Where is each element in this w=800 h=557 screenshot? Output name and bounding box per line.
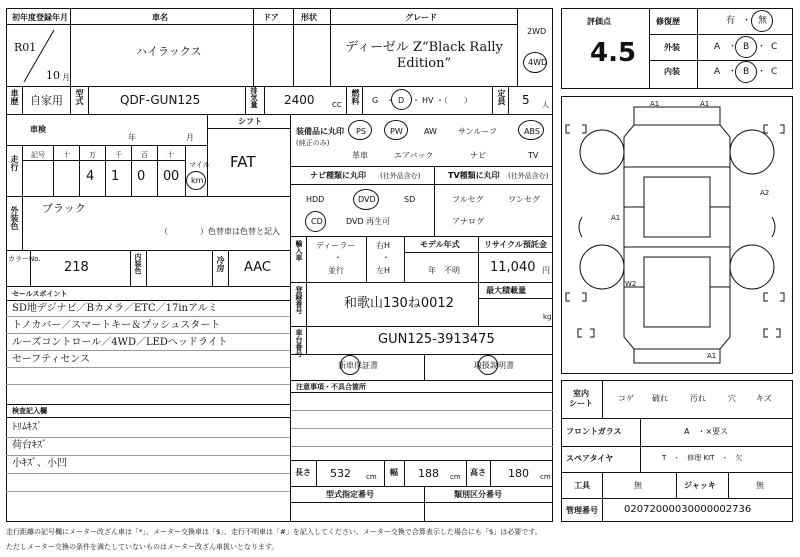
max-load-header: 最大積載量: [486, 286, 526, 295]
drive-4wd: 4WD: [528, 58, 548, 67]
divider: [245, 86, 246, 114]
car-name-value: ハイラックス: [136, 45, 202, 58]
navi-dvd-circle: [353, 189, 379, 210]
divider: [602, 472, 603, 522]
notes-header: 注意事項・不具合箇所: [296, 383, 366, 391]
divider: [649, 60, 793, 61]
divider: [70, 86, 71, 114]
usage-value: 自家用: [30, 94, 63, 107]
km-label: km: [191, 176, 204, 185]
divider: [264, 86, 265, 114]
divider: [362, 86, 363, 114]
divider: [6, 404, 290, 405]
divider: [6, 491, 290, 492]
displacement-header: 排気量: [250, 87, 258, 108]
label: ・: [412, 96, 420, 105]
divider: [6, 455, 290, 456]
divider: [602, 380, 603, 418]
int-c: C: [771, 67, 778, 77]
divider: [508, 86, 509, 114]
equip-abs-circle: [518, 120, 544, 140]
digit-label-10: 十: [167, 151, 174, 159]
int-b-circle: [735, 61, 757, 83]
cm-unit: cm: [366, 473, 377, 481]
manual-circle: [478, 355, 498, 375]
first-reg-year: R01: [14, 41, 37, 54]
color-no-value: 218: [64, 260, 89, 275]
sales-line: トノカバー／スマートキー＆プッシュスタート: [12, 320, 221, 331]
tools-value: 無: [634, 481, 642, 490]
divider: [478, 236, 479, 282]
tv-header: TV種類に丸印: [448, 171, 500, 180]
mileage-header: 走行: [10, 155, 19, 171]
divider: [22, 145, 23, 196]
divider: [6, 473, 290, 474]
divider: [290, 382, 291, 522]
divider: [88, 86, 89, 114]
divider: [316, 460, 317, 486]
grade-header: グレード: [405, 13, 437, 22]
divider: [293, 8, 294, 86]
navi-cd: CD: [311, 217, 323, 226]
divider: [6, 350, 290, 351]
shift-value: FAT: [230, 153, 256, 171]
divider: [6, 437, 290, 438]
import-parallel: 並行: [328, 266, 344, 275]
divider: [6, 384, 290, 385]
ext-b: B: [743, 42, 750, 52]
shaken-month-unit: 月: [186, 133, 194, 142]
model-code-value: QDF-GUN125: [120, 93, 201, 107]
recycle-header: リサイクル預託金: [484, 240, 547, 249]
car-damage-diagram: [562, 97, 792, 373]
sales-points-header: セールスポイント: [12, 290, 68, 298]
navi-sub: (社外品含む): [380, 172, 421, 180]
seat-tear: 破れ: [652, 394, 668, 403]
divider: [290, 460, 553, 461]
grade-value: ディーゼル Z“Black Rally Edition”: [345, 40, 503, 71]
navi-sd: SD: [404, 195, 416, 204]
model-code-header: 型式: [75, 89, 84, 105]
divider: [434, 166, 435, 236]
height-value: 180: [508, 467, 529, 480]
repair-no: 無: [758, 16, 768, 26]
divider: [290, 486, 553, 487]
divider: [212, 250, 213, 286]
inspector-line: ﾄﾘﾑｷｽﾞ: [12, 422, 42, 433]
divider: [404, 460, 405, 486]
divider: [105, 145, 106, 196]
mileage-digit: 0: [171, 169, 180, 184]
divider: [70, 8, 71, 86]
capacity-header: 定員: [497, 89, 506, 105]
first-reg-month: 10: [46, 69, 60, 82]
divider: [306, 236, 307, 282]
chassis-header: 車台番号: [295, 329, 303, 357]
score-header: 評価点: [587, 17, 611, 26]
divider: [6, 367, 290, 368]
divider: [478, 282, 479, 326]
cm-unit: cm: [540, 473, 551, 481]
yen-unit: 円: [542, 266, 550, 275]
fuel-rest: HV ・（ ）: [422, 96, 473, 105]
divider: [404, 252, 553, 253]
divider: [157, 145, 158, 196]
shape-header: 形状: [301, 13, 317, 22]
divider: [561, 472, 793, 473]
jack-header: ジャッキ: [684, 481, 716, 490]
digit-label-1k: 千: [115, 151, 122, 159]
width-value: 188: [418, 467, 439, 480]
equip-aw: AW: [424, 127, 437, 136]
repair-yes: 有: [726, 16, 736, 26]
model-year-value: 年 不明: [428, 266, 460, 275]
ac-header: 冷房: [216, 256, 225, 272]
divider: [290, 326, 553, 327]
displacement-value: 2400: [284, 93, 315, 107]
divider: [649, 34, 793, 35]
sales-line: SD地デジナビ／Bカメラ／ETC／17inアルミ: [12, 303, 218, 314]
windshield-value: A ・×要ス: [684, 427, 729, 436]
equip-abs: ABS: [524, 127, 540, 136]
fuel-g: G: [372, 96, 379, 105]
equip-leather: 革車: [352, 151, 368, 160]
equip-ps: PS: [356, 127, 366, 136]
divider: [253, 8, 254, 86]
mileage-digit: 4: [86, 169, 95, 184]
usage-header: 車歴: [10, 89, 19, 105]
divider: [290, 114, 291, 382]
divider: [6, 286, 290, 287]
diagram-mark: A1: [650, 100, 660, 108]
diagram-mark: A2: [760, 189, 770, 197]
navi-cd-circle: [305, 211, 326, 232]
divider: [22, 196, 23, 250]
divider: [207, 114, 208, 196]
equip-pw: PW: [390, 127, 403, 136]
seat-stain: 汚れ: [690, 394, 706, 403]
tv-oneseg: ワンセグ: [508, 195, 540, 204]
interior-sheet-header: 室内 シート: [569, 389, 593, 408]
fuel-header: 燃料: [351, 89, 360, 105]
inspector-line: 荷台ｷｽﾞ: [12, 440, 47, 451]
int-color-header: 内装色: [134, 253, 142, 274]
divider: [330, 8, 331, 86]
footnote-line1: 走行距離の記号欄にメーター改ざん車は「*」、メーター交換車は「$」、走行不明車は「#」を記入してください。メーター交換で合算表示した場合にも「$」は必要です。: [6, 528, 542, 536]
windshield-header: フロントガラス: [566, 427, 622, 436]
recycle-value: 11,040: [490, 260, 536, 275]
divider: [6, 300, 290, 301]
divider: [6, 316, 290, 317]
reg-no-value: 和歌山130ね0012: [344, 296, 454, 311]
divider: [130, 250, 131, 286]
kg-unit: kg: [543, 313, 552, 321]
navi-dvd: DVD: [358, 195, 376, 204]
repair-header: 修復歴: [656, 17, 680, 26]
class-no-header: 類別区分番号: [454, 490, 502, 499]
divider: [79, 145, 80, 196]
divider: [561, 446, 793, 447]
divider: [6, 333, 290, 334]
divider: [404, 236, 405, 282]
inspector-line: 小ｷｽﾞ、小凹: [12, 458, 67, 469]
drive-2wd: 2WD: [527, 27, 547, 36]
spare-tire-value: T ・ 修理 KIT ・ 欠: [662, 454, 743, 462]
divider: [384, 460, 385, 486]
handle-dot: ・: [382, 253, 390, 262]
divider: [22, 86, 23, 114]
ext-b-circle: [735, 36, 757, 58]
mileage-digit: 1: [111, 169, 120, 184]
divider: [22, 160, 185, 161]
manual-label: 取扱説明書: [474, 361, 514, 370]
exterior-header: 外装: [664, 43, 680, 52]
score-value: 4.5: [590, 38, 637, 68]
divider: [6, 196, 290, 197]
equip-airbag: エアバック: [394, 151, 434, 160]
tools-header: 工具: [574, 481, 590, 490]
divider: [517, 8, 518, 86]
length-value: 532: [330, 467, 351, 480]
cc-unit: CC: [332, 101, 342, 109]
equip-sunroof: サンルーフ: [458, 127, 497, 136]
divider: [490, 460, 491, 486]
tv-sub: (社外品含む): [508, 172, 549, 180]
mgmt-no-value: 02072000030000002736: [624, 504, 752, 515]
footnote-line2: ただしメーター交換の条件を満たしていないものはメーター改ざん車扱いとなります。: [6, 543, 279, 551]
int-dot2: ・: [757, 67, 767, 77]
tv-analog: アナログ: [452, 217, 484, 226]
divider: [676, 472, 677, 498]
divider: [6, 145, 207, 146]
seat-scratch: キズ: [756, 394, 772, 403]
digit-label-10k: 万: [89, 151, 96, 159]
import-dealer: ディーラー: [316, 241, 356, 250]
width-header: 幅: [390, 468, 398, 477]
reg-no-header: 登録番号: [295, 286, 303, 314]
int-a: A: [714, 67, 721, 77]
divider: [146, 250, 147, 286]
divider: [207, 128, 290, 129]
shift-header: シフト: [238, 117, 262, 126]
warranty-label: 新車保証書: [338, 361, 378, 370]
divider: [290, 428, 553, 429]
chassis-value: GUN125-3913475: [378, 332, 495, 347]
divider: [290, 502, 553, 503]
divider: [185, 145, 186, 196]
month-unit: 月: [62, 73, 70, 82]
diagram-mark: W2: [625, 280, 637, 288]
color-value: ブラック: [42, 202, 86, 215]
divider: [290, 410, 553, 411]
divider: [649, 8, 650, 89]
divider: [290, 392, 553, 393]
length-header: 長さ: [295, 468, 311, 477]
import-dot: ・: [334, 253, 342, 262]
divider: [728, 472, 729, 498]
import-header: 輸入車: [295, 240, 303, 261]
divider: [346, 86, 347, 114]
equip-ps-circle: [348, 120, 372, 140]
repair-dot: ・: [742, 16, 752, 26]
car-name-header: 車名: [152, 13, 168, 22]
int-b: B: [743, 67, 750, 77]
inspector-header: 検査記入欄: [12, 407, 47, 415]
divider: [466, 460, 467, 486]
capacity-unit: 人: [542, 101, 549, 109]
color-no-header: カラーNo.: [8, 255, 41, 263]
door-header: ドア: [263, 13, 279, 22]
divider: [492, 86, 493, 114]
handle-left: 左H: [376, 266, 391, 275]
navi-dvd-play: DVD 再生可: [346, 217, 391, 226]
divider: [290, 184, 553, 185]
equip-navi: ナビ: [470, 151, 486, 160]
ac-value: AAC: [244, 260, 271, 275]
divider: [6, 250, 290, 251]
divider: [6, 417, 290, 418]
equip-tv: TV: [528, 151, 539, 160]
divider: [228, 250, 229, 286]
navi-hdd: HDD: [306, 195, 325, 204]
divider: [131, 145, 132, 196]
first-reg-header: 初年度登録年月: [12, 13, 68, 22]
diagram-mark: A1: [611, 214, 621, 222]
digit-label-100k: 十: [63, 151, 70, 159]
divider: [290, 236, 553, 237]
spare-tire-header: スペアタイヤ: [566, 454, 614, 463]
digit-label-100: 百: [141, 151, 148, 159]
diagram-mark: A1: [707, 352, 717, 360]
ext-c: C: [771, 42, 778, 52]
divider: [290, 380, 553, 381]
seat-hole: 穴: [728, 394, 736, 403]
handle-right: 右H: [376, 241, 391, 250]
mileage-digit: 0: [163, 169, 172, 184]
ext-dot1: ・: [728, 42, 738, 52]
jack-value: 無: [756, 481, 764, 490]
divider: [424, 486, 425, 522]
mgmt-no-header: 管理番号: [566, 506, 598, 515]
color-note: （ ）色替車は色替と記入: [160, 227, 280, 236]
divider: [478, 298, 553, 299]
diagram-mark: A1: [700, 100, 710, 108]
divider: [290, 166, 553, 167]
divider: [306, 282, 307, 354]
mileage-digit: 0: [137, 169, 146, 184]
int-dot1: ・: [728, 67, 738, 77]
ext-dot2: ・: [757, 42, 767, 52]
label: ・: [386, 96, 394, 105]
divider: [290, 282, 553, 283]
km-circle: [186, 171, 206, 190]
model-year-header: モデル年式: [420, 240, 460, 249]
equip-pw-circle: [384, 120, 408, 140]
divider: [561, 498, 793, 499]
fuel-d-circle: [391, 89, 412, 110]
equipment-header: 装備品に丸印: [296, 127, 344, 136]
seat-burn: コゲ: [618, 394, 634, 403]
digit-label-mark: 記号: [31, 151, 45, 159]
ext-a: A: [714, 42, 721, 52]
interior-header: 内装: [664, 67, 680, 76]
sales-line: セーフティセンス: [12, 354, 90, 365]
divider: [290, 446, 553, 447]
height-header: 高さ: [470, 468, 486, 477]
cm-unit: cm: [450, 473, 461, 481]
type-no-header: 型式指定番号: [326, 490, 374, 499]
repair-no-circle: [751, 10, 773, 32]
equipment-sub: (純正のみ): [296, 139, 330, 147]
mile-label: マイル: [189, 161, 210, 169]
divider: [6, 114, 553, 115]
divider: [640, 418, 641, 472]
divider: [30, 250, 31, 286]
warranty-circle: [340, 355, 360, 375]
row1-header-line: [6, 24, 517, 25]
shaken-year-unit: 年: [128, 133, 136, 142]
drive-4wd-circle: [523, 52, 547, 73]
fuel-d: D: [398, 96, 405, 105]
navi-header: ナビ種類に丸印: [310, 171, 366, 180]
capacity-value: 5: [522, 93, 530, 107]
divider: [697, 8, 698, 89]
divider: [424, 354, 425, 380]
shaken-header: 車検: [30, 125, 46, 134]
tv-fullseg: フルセグ: [452, 195, 484, 204]
color-header: 外装色: [10, 206, 19, 230]
divider: [561, 418, 793, 419]
divider: [366, 236, 367, 282]
divider: [290, 354, 553, 355]
divider: [53, 145, 54, 196]
sales-line: ルーズコントロール／4WD／LEDヘッドライト: [12, 337, 228, 348]
